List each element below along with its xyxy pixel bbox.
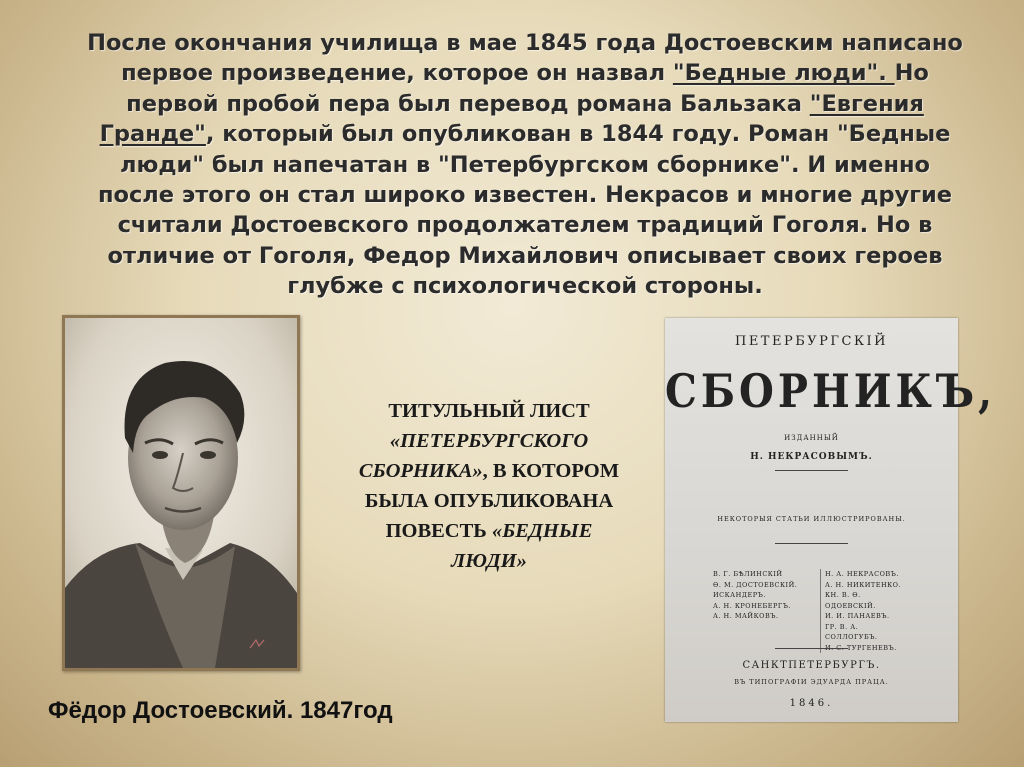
book-editor: Н. НЕКРАСОВЫМЪ. [750, 452, 873, 462]
intro-line: люди" был напечатан в "Петербургском сборнике". И именно [120, 151, 930, 178]
caption-italic-novel: «БЕДНЫЕ ЛЮДИ» [451, 520, 593, 572]
title-link-evgeniya-grande-cont: Гранде" [99, 121, 206, 148]
book-title-page [665, 318, 997, 722]
author-name: КН. В. Ѳ. ОДОЕВСКІЙ. [825, 591, 876, 610]
book-rule [775, 543, 848, 544]
portrait-drawing [65, 318, 297, 668]
caption-italic-collection: «ПЕТЕРБУРГСКОГО СБОРНИКА» [358, 430, 589, 482]
author-name: ГР. В. А. СОЛЛОГУБЪ. [825, 622, 878, 641]
author-name: А. Н. НИКИТЕНКО. [825, 580, 902, 589]
intro-text: Но [894, 60, 929, 87]
book-top-line: ПЕТЕРБУРГСКІЙ [734, 334, 889, 349]
title-page-caption [350, 396, 628, 576]
book-rule [775, 648, 848, 649]
book-rule [775, 470, 848, 471]
intro-line: глубже с психологической стороны. [287, 273, 763, 300]
intro-line: отличие от Гоголя, Федор Михайлович описывает своих героев [107, 242, 943, 269]
book-year: 1846. [789, 698, 834, 709]
author-name: Ѳ. М. ДОСТОЕВСКІЙ. [713, 580, 798, 589]
intro-line: считали Достоевского продолжателем традиций Гоголя. Но в [117, 212, 933, 239]
author-name: ИСКАНДЕРЪ. [713, 591, 766, 599]
intro-text: первой пробой пера был перевод романа Бальзака [126, 90, 810, 117]
caption-text: , В КОТОРОМ БЫЛА ОПУБЛИКОВАНА ПОВЕСТЬ [364, 460, 620, 542]
book-illustrated-note: НЕКОТОРЫЯ СТАТЬИ ИЛЛЮСТРИРОВАНЫ. [717, 515, 906, 523]
intro-text: первое произведение, которое он назвал [121, 60, 673, 87]
intro-line [55, 58, 995, 88]
title-link-bednye-lyudi: "Бедные люди". [672, 60, 895, 87]
intro-paragraph [55, 28, 995, 302]
author-name: И. С. ТУРГЕНЕВЪ. [825, 643, 897, 652]
author-name: В. Г. БѢЛИНСКІЙ [713, 570, 783, 578]
caption-text: ТИТУЛЬНЫЙ ЛИСТ [388, 400, 590, 422]
book-title: СБОРНИКЪ, [665, 364, 997, 419]
author-name: И. И. ПАНАЕВЪ. [825, 612, 890, 620]
book-city: САНКТПЕТЕРБУРГЪ. [742, 660, 881, 671]
book-authors-right [820, 569, 913, 653]
intro-line: после этого он стал широко известен. Некрасов и многие другие [97, 182, 953, 209]
portrait-caption: Фёдор Достоевский. 1847год [48, 697, 393, 724]
book-printer: ВЪ ТИПОГРАФІИ ЭДУАРДА ПРАЦА. [734, 678, 889, 686]
book-published-by: ИЗДАННЫЙ [784, 434, 839, 442]
author-name: А. Н. МАЙКОВЪ. [713, 612, 779, 620]
intro-text: , который был опубликован в 1844 году. Роман "Бедные [205, 121, 951, 148]
dostoevsky-portrait [62, 315, 300, 671]
book-authors-left [713, 569, 806, 653]
book-authors [713, 569, 913, 653]
intro-line [55, 119, 995, 149]
author-name: Н. А. НЕКРАСОВЪ. [825, 570, 899, 578]
title-link-evgeniya-grande: "Евгения [809, 90, 924, 117]
author-name: А. Н. КРОНЕБЕРГЪ. [713, 601, 791, 610]
intro-line [55, 89, 995, 119]
intro-line: После окончания училища в мае 1845 года Достоевским написано [87, 30, 963, 56]
